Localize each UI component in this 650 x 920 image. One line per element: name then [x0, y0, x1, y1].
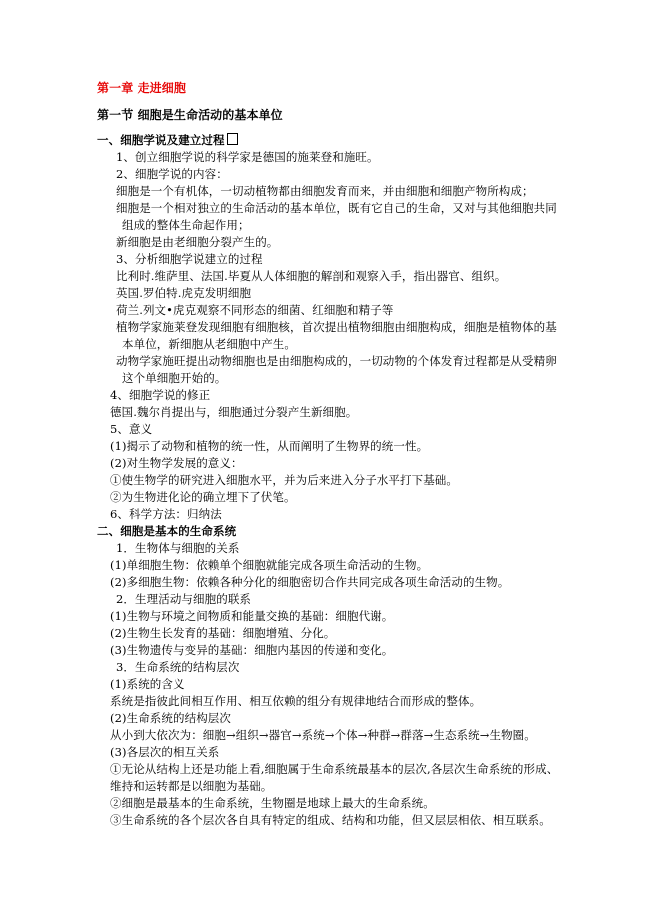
part1-line-7: 比利时.维萨里、法国.毕夏从人体细胞的解剖和观察入手，指出器官、组织。 [116, 269, 507, 283]
part1-line-2: 2、细胞学说的内容： [116, 167, 228, 181]
part1-line-17: ①使生物学的研究进入细胞水平，并为后来进入分子水平打下基础。 [110, 473, 458, 487]
part2-line-2: (1)单细胞生物：依赖单个细胞就能完成各项生命活动的生物。 [110, 558, 429, 572]
part1-heading [97, 133, 238, 147]
part2-line-15: ②细胞是最基本的生命系统，生物圈是地球上最大的生命系统。 [110, 796, 435, 810]
part1-line-1: 1、创立细胞学说的科学家是德国的施莱登和施旺。 [116, 150, 379, 164]
part2-line-9: (1)系统的含义 [110, 677, 185, 691]
part2-line-1: 1．生物体与细胞的关系 [116, 541, 240, 555]
checkbox-glyph-icon [227, 133, 238, 145]
part1-line-12: 4、细胞学说的修正 [110, 388, 211, 402]
part1-line-13: 德国.魏尔肖提出与，细胞通过分裂产生新细胞。 [110, 405, 358, 419]
part2-line-11: (2)生命系统的结构层次 [110, 711, 231, 725]
part1-line-6: 3、分析细胞学说建立的过程 [116, 252, 263, 266]
part2-line-14b: 维持和运转都是以细胞为基础。 [110, 779, 273, 793]
part1-line-14: 5、意义 [110, 422, 153, 436]
part2-line-3: (2)多细胞生物：依赖各种分化的细胞密切合作共同完成各项生命活动的生物。 [110, 575, 510, 589]
part2-heading: 二、细胞是基本的生命系统 [97, 524, 237, 538]
part1-line-10a: 植物学家施莱登发现细胞有细胞核，首次提出植物细胞由细胞构成，细胞是植物体的基 [116, 320, 557, 334]
part1-line-8: 英国.罗伯特.虎克发明细胞 [116, 286, 252, 300]
part2-line-4: 2．生理活动与细胞的联系 [116, 592, 252, 606]
part1-line-3: 细胞是一个有机体，一切动植物都由细胞发育而来，并由细胞和细胞产物所构成； [116, 184, 534, 198]
part2-line-16: ③生命系统的各个层次各自具有特定的组成、结构和功能，但又层层相依、相互联系。 [110, 813, 551, 827]
part1-line-10b: 本单位，新细胞从老细胞中产生。 [122, 337, 296, 351]
part2-line-14a: ①无论从结构上还是功能上看,细胞属于生命系统最基本的层次,各层次生命系统的形成、 [110, 762, 559, 776]
part1-line-11a: 动物学家施旺提出动物细胞也是由细胞构成的，一切动物的个体发育过程都是从受精卵 [116, 354, 557, 368]
part2-line-8: 3．生命系统的结构层次 [116, 660, 240, 674]
part1-line-18: ②为生物进化论的确立埋下了伏笔。 [110, 490, 296, 504]
section-title: 第一节 细胞是生命活动的基本单位 [97, 108, 283, 122]
part1-line-4a: 细胞是一个相对独立的生命活动的基本单位，既有它自己的生命，又对与其他细胞共同 [116, 201, 557, 215]
part1-heading-text: 一、细胞学说及建立过程 [97, 133, 225, 147]
part1-line-5: 新细胞是由老细胞分裂产生的。 [116, 235, 279, 249]
part2-line-10: 系统是指彼此间相互作用、相互依赖的组分有规律地结合而形成的整体。 [110, 694, 482, 708]
part1-line-4b: 组成的整体生命起作用； [122, 218, 250, 232]
part2-line-5: (1)生物与环境之间物质和能量交换的基础：细胞代谢。 [110, 609, 394, 623]
part1-line-19: 6、科学方法：归纳法 [110, 507, 222, 521]
part1-line-15: (1)揭示了动物和植物的统一性，从而阐明了生物界的统一性。 [110, 439, 429, 453]
part1-line-16: (2)对生物学发展的意义： [110, 456, 243, 470]
part2-line-12: 从小到大依次为：细胞→组织→器官→系统→个体→种群→群落→生态系统→生物圈。 [110, 728, 536, 742]
part2-line-6: (2)生物生长发育的基础：细胞增殖、分化。 [110, 626, 336, 640]
part1-line-11b: 这个单细胞开始的。 [122, 371, 227, 385]
chapter-title: 第一章 走进细胞 [97, 81, 186, 95]
part1-line-9: 荷兰.列文•虎克观察不同形态的细菌、红细胞和精子等 [116, 303, 394, 317]
part2-line-7: (3)生物遗传与变异的基础：细胞内基因的传递和变化。 [110, 643, 394, 657]
part2-line-13: (3)各层次的相互关系 [110, 745, 220, 759]
